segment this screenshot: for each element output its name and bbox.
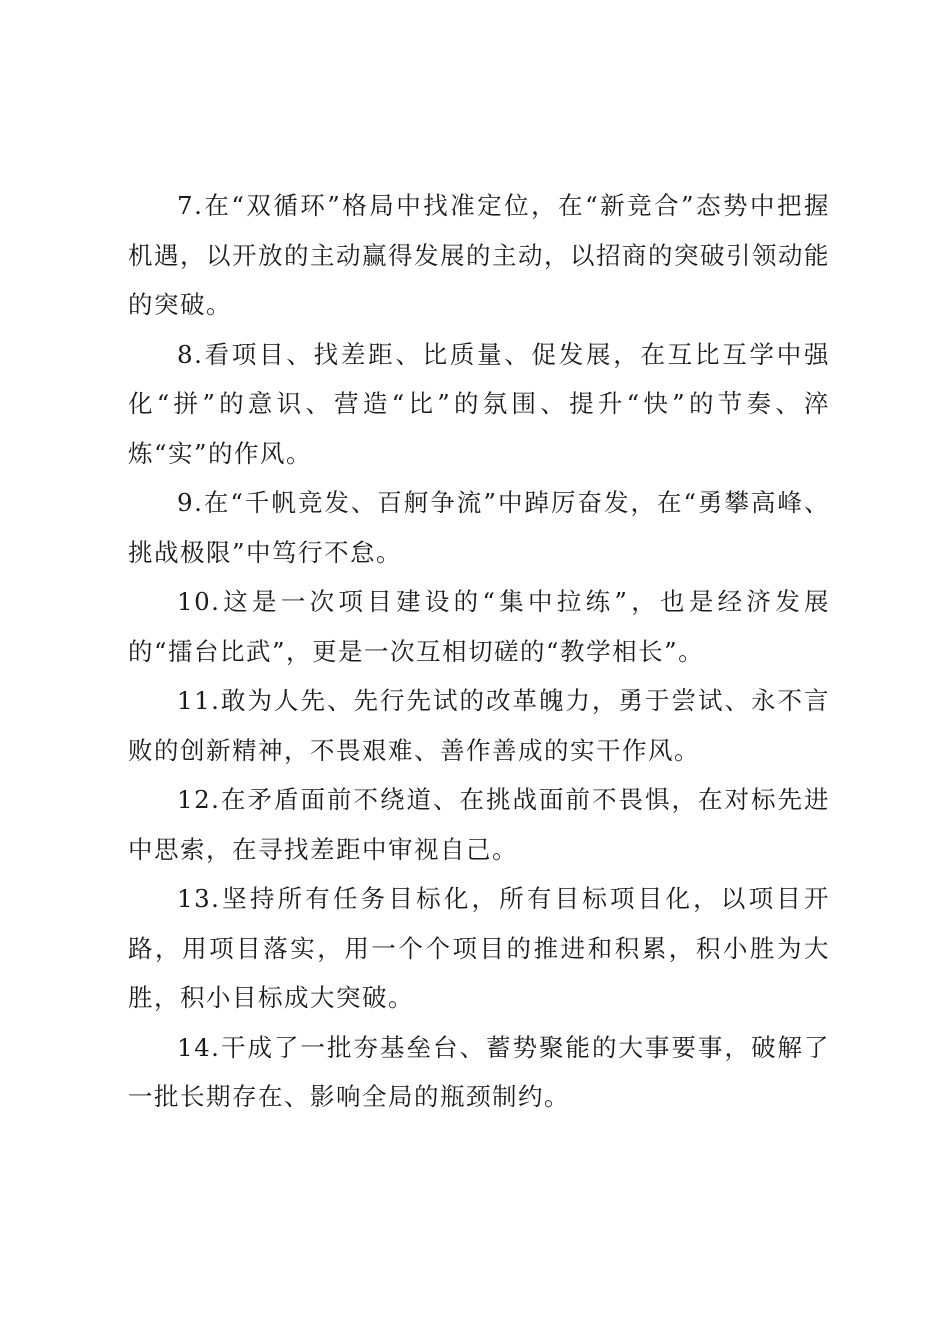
paragraph-13: 13.坚持所有任务目标化，所有目标项目化，以项目开路，用项目落实，用一个个项目的推进和积累，积小胜为大胜，积小目标成大突破。 <box>128 884 830 1012</box>
paragraph-12: 12.在矛盾面前不绕道、在挑战面前不畏惧，在对标先进中思索，在寻找差距中审视自己。 <box>128 785 830 864</box>
document-body <box>128 181 830 1122</box>
paragraph-10: 10.这是一次项目建设的“集中拉练”，也是经济发展的“擂台比武”，更是一次互相切磋的“教学相长”。 <box>128 587 830 666</box>
paragraph-9: 9.在“千帆竞发、百舸争流”中踔厉奋发，在“勇攀高峰、挑战极限”中笃行不怠。 <box>128 488 830 567</box>
paragraph-8: 8.看项目、找差距、比质量、促发展，在互比互学中强化“拼”的意识、营造“比”的氛围、提升“快”的节奏、淬炼“实”的作风。 <box>128 339 830 468</box>
paragraph-11: 11.敢为人先、先行先试的改革魄力，勇于尝试、永不言败的创新精神，不畏艰难、善作善成的实干作风。 <box>128 686 830 765</box>
paragraph-7: 7.在“双循环”格局中找准定位，在“新竞合”态势中把握机遇，以开放的主动赢得发展的主动，以招商的突破引领动能的突破。 <box>128 191 830 319</box>
paragraph-14: 14.干成了一批夯基垒台、蓄势聚能的大事要事，破解了一批长期存在、影响全局的瓶颈制约。 <box>128 1032 830 1111</box>
